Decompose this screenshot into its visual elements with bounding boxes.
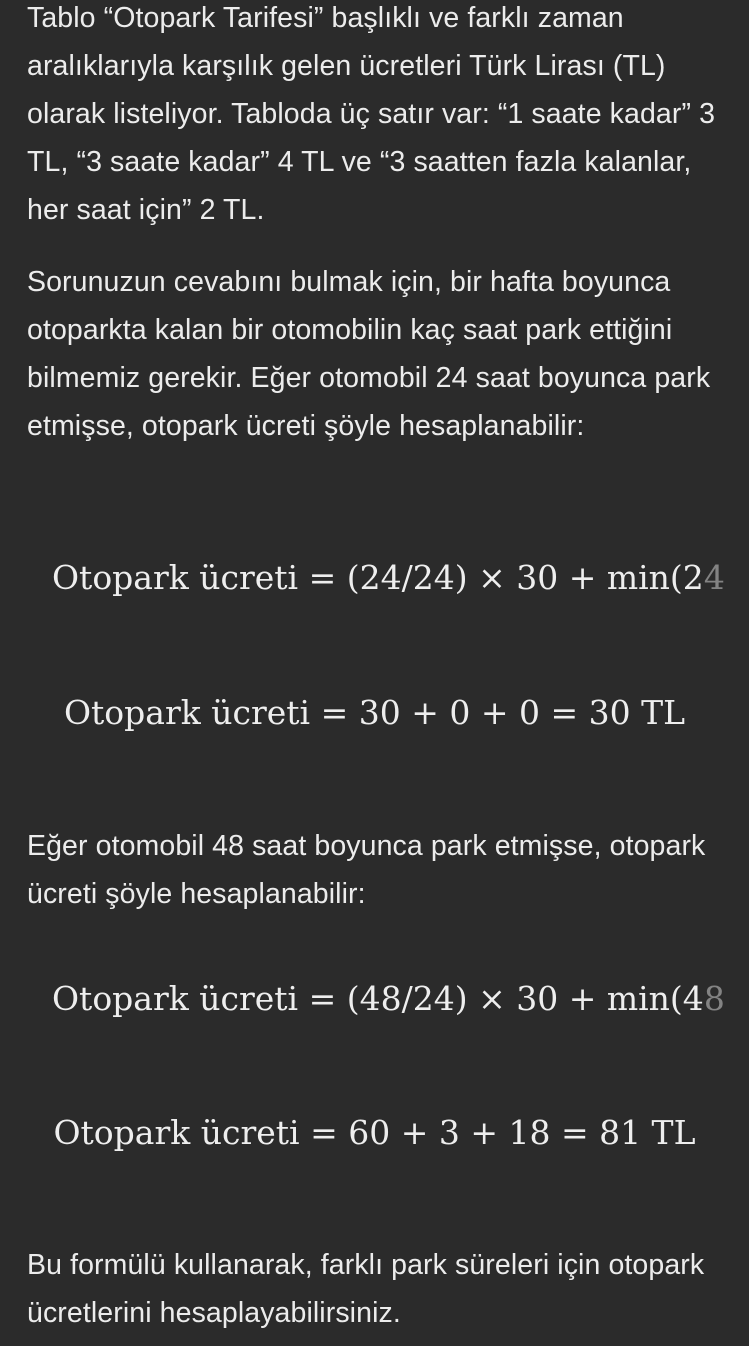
equation-24h-result: Otopark ücreti = 30 + 0 + 0 = 30 TL — [63, 693, 685, 732]
paragraph-table-description: Tablo “Otopark Tarifesi” başlıklı ve farklı zaman aralıklarıyla karşılık gelen ücretleri Türk Lirası (TL) olarak listeliyor. Tabloda üç satır var: “1 saate kadar” 3 TL, “3 saate kadar” 4 TL ve “3 saatten fazla kalanlar, her saat için” 2 TL. — [27, 2, 716, 226]
equation-48h-formula[interactable] — [0, 979, 749, 1018]
equation-48h-formula-text: Otopark ücreti = (48/24) × 30 + min(4 — [52, 979, 704, 1018]
paragraph-conclusion: Bu formülü kullanarak, farklı park süreleri için otopark ücretlerini hesaplayabilirsiniz. — [27, 1249, 705, 1329]
equation-24h-formula-overflow: 4 — [703, 558, 725, 597]
equation-24h-formula[interactable] — [0, 558, 749, 597]
paragraph-48h-intro: Eğer otomobil 48 saat boyunca park etmişse, otopark ücreti şöyle hesaplanabilir: — [27, 830, 706, 910]
equation-24h-formula-text: Otopark ücreti = (24/24) × 30 + min(2 — [52, 558, 704, 597]
equation-48h-result: Otopark ücreti = 60 + 3 + 18 = 81 TL — [53, 1113, 696, 1152]
equation-48h-formula-overflow: 8 — [703, 979, 725, 1018]
paragraph-24h-intro: Sorunuzun cevabını bulmak için, bir hafta boyunca otoparkta kalan bir otomobilin kaç saat park ettiğini bilmemiz gerekir. Eğer otomobil 24 saat boyunca park etmişse, otopark ücreti şöyle hesaplanabilir: — [27, 266, 711, 442]
